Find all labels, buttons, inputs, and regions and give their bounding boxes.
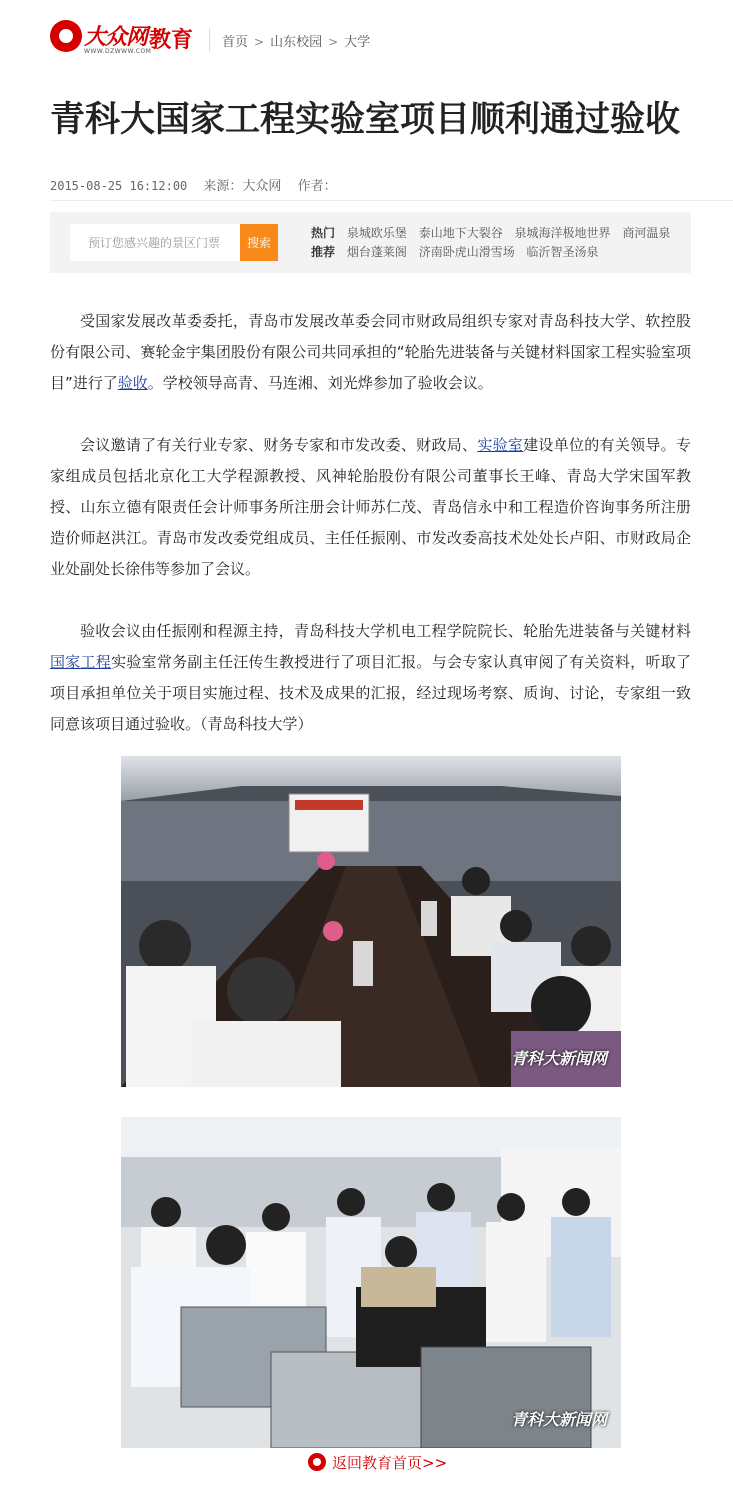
- hot-tag[interactable]: 商河温泉: [622, 226, 671, 240]
- paragraph: [50, 306, 691, 399]
- ticket-search-input[interactable]: [70, 224, 240, 261]
- lab-visit-photo: [121, 1117, 621, 1448]
- ticket-search-panel: [50, 212, 691, 273]
- logo-url: WWW.DZWWW.COM: [84, 48, 152, 55]
- keyword-link[interactable]: 实验室: [477, 436, 524, 454]
- paragraph-text: 。学校领导高青、马连湘、刘光烨参加了验收会议。: [147, 374, 493, 392]
- hot-label: 热门: [311, 226, 336, 240]
- chevron-right-icon: >: [254, 35, 265, 49]
- paragraph: [50, 430, 691, 585]
- meeting-photo: [121, 756, 621, 1087]
- hot-tag[interactable]: 泰山地下大裂谷: [418, 226, 503, 240]
- site-header: [0, 0, 733, 82]
- meeting-scene: [121, 756, 621, 1087]
- site-logo[interactable]: [50, 20, 200, 60]
- photo-watermark: 青科大新闻网: [510, 1410, 607, 1429]
- logo-section: 教育: [149, 28, 194, 53]
- recommend-tag[interactable]: 烟台蓬莱阁: [346, 245, 407, 259]
- hot-tag[interactable]: 泉城海洋极地世界: [514, 226, 611, 240]
- hot-tag[interactable]: 泉城欧乐堡: [346, 226, 407, 240]
- photo-watermark: 青科大新闻网: [510, 1049, 607, 1068]
- lab-scene: [121, 1117, 621, 1448]
- logo-icon: [50, 20, 82, 52]
- article-author: 作者：: [297, 179, 337, 194]
- paragraph: [50, 616, 691, 740]
- chevron-right-icon: >: [328, 35, 339, 49]
- paragraph-text: 实验室常务副主任汪传生教授进行了项目汇报。与会专家认真审阅了有关资料，听取了项目承担单位关于项目实施过程、技术及成果的汇报，经过现场考察、质询、讨论，专家组一致同意该项目通过验收。（青岛科技大学）: [50, 653, 691, 733]
- breadcrumb: [222, 31, 370, 50]
- back-to-education-home-link[interactable]: [308, 1452, 447, 1476]
- paragraph-text: 受国家发展改革委委托，青岛市发展改革委会同市财政局组织专家对青岛科技大学、软控股份有限公司、赛轮金宇集团股份有限公司共同承担的“轮胎先进装备与关键材料国家工程实验室项目”进行了: [50, 312, 691, 392]
- header-divider: [209, 28, 210, 52]
- paragraph-text: 建设单位的有关领导。专家组成员包括北京化工大学程源教授、风神轮胎股份有限公司董事长王峰、青岛大学宋国军教授、山东立德有限责任会计师事务所注册会计师苏仁茂、青岛信永中和工程造价咨询事务所注册造价师赵洪江。青岛市发改委党组成员、主任任振刚、市发改委高技术处处长卢阳、市财政局企业处副处长徐伟等参加了会议。: [50, 436, 691, 578]
- publish-datetime: 2015-08-25 16:12:00: [50, 179, 188, 193]
- search-button[interactable]: 搜索: [240, 224, 278, 261]
- back-link-label: 返回教育首页>>: [332, 1454, 448, 1472]
- article-title: 青科大国家工程实验室项目顺利通过验收: [50, 100, 681, 140]
- logo-brand: 大众网: [84, 25, 148, 50]
- breadcrumb-home[interactable]: 首页: [222, 35, 249, 50]
- site-logo-icon: [308, 1453, 326, 1471]
- keyword-link[interactable]: 验收: [117, 374, 148, 392]
- recommend-label: 推荐: [311, 245, 336, 259]
- article-body: [50, 306, 691, 771]
- breadcrumb-campus[interactable]: 山东校园: [270, 35, 323, 50]
- breadcrumb-university[interactable]: 大学: [344, 35, 371, 50]
- keyword-link[interactable]: 国家工程: [50, 653, 112, 671]
- ticket-tags: [311, 224, 678, 262]
- recommend-row: [311, 243, 678, 262]
- article-source: 来源：大众网: [203, 179, 282, 194]
- recommend-tag[interactable]: 临沂智圣汤泉: [526, 245, 599, 259]
- paragraph-text: 会议邀请了有关行业专家、财务专家和市发改委、财政局、: [80, 436, 478, 454]
- recommend-tag[interactable]: 济南卧虎山滑雪场: [418, 245, 515, 259]
- hot-row: [311, 224, 678, 243]
- meta-divider: [50, 200, 733, 201]
- paragraph-text: 验收会议由任振刚和程源主持，青岛科技大学机电工程学院院长、轮胎先进装备与关键材料: [80, 622, 691, 640]
- article-meta: [50, 175, 349, 194]
